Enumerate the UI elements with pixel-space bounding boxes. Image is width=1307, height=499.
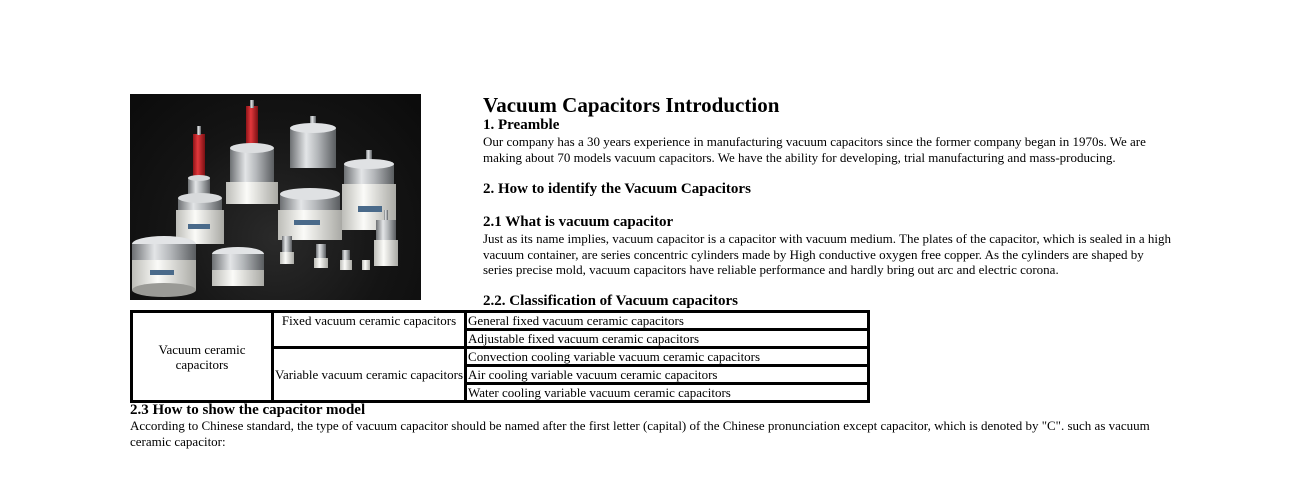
item-cell: Adjustable fixed vacuum ceramic capacitors bbox=[466, 330, 869, 348]
classification-heading: 2.2. Classification of Vacuum capacitors bbox=[483, 293, 738, 309]
table-row bbox=[132, 312, 869, 330]
preamble-text: Our company has a 30 years experience in manufacturing vacuum capacitors since the former company began in 1970s. We are making about 70 models vacuum capacitors. We have the ability for developing, trial manufacturing and mass-producing. bbox=[483, 134, 1146, 165]
vacuum-capacitors-image bbox=[130, 94, 421, 300]
model-heading: 2.3 How to show the capacitor model bbox=[130, 402, 366, 418]
model-text: According to Chinese standard, the type of vacuum capacitor should be named after the first letter (capital) of the Chinese pronunciation except capacitor, which is denoted by "C". such as vacuum ceramic capacitor: bbox=[130, 418, 1150, 449]
identify-heading: 2. How to identify the Vacuum Capacitors bbox=[483, 181, 751, 197]
product-photo bbox=[130, 94, 421, 300]
item-cell: Convection cooling variable vacuum ceramic capacitors bbox=[466, 348, 869, 366]
item-cell: General fixed vacuum ceramic capacitors bbox=[466, 312, 869, 330]
item-cell: Water cooling variable vacuum ceramic capacitors bbox=[466, 384, 869, 402]
group-cell-fixed: Fixed vacuum ceramic capacitors bbox=[273, 312, 466, 348]
preamble-heading: 1. Preamble bbox=[483, 117, 560, 133]
page-title: Vacuum Capacitors Introduction bbox=[483, 93, 780, 117]
what-is-heading: 2.1 What is vacuum capacitor bbox=[483, 214, 674, 230]
item-cell: Air cooling variable vacuum ceramic capacitors bbox=[466, 366, 869, 384]
group-cell-variable: Variable vacuum ceramic capacitors bbox=[273, 348, 466, 402]
classification-table bbox=[130, 310, 870, 403]
what-is-text: Just as its name implies, vacuum capacitor is a capacitor with vacuum medium. The plates of the capacitor, which is sealed in a high vacuum container, are series concentric cylinders made by High conductive oxygen free copper. As the cylinders are shaped by series precise mold, vacuum capacitors have reliable performance and hardly bring out arc and electric corona. bbox=[483, 231, 1172, 277]
category-cell: Vacuum ceramic capacitors bbox=[132, 312, 273, 402]
